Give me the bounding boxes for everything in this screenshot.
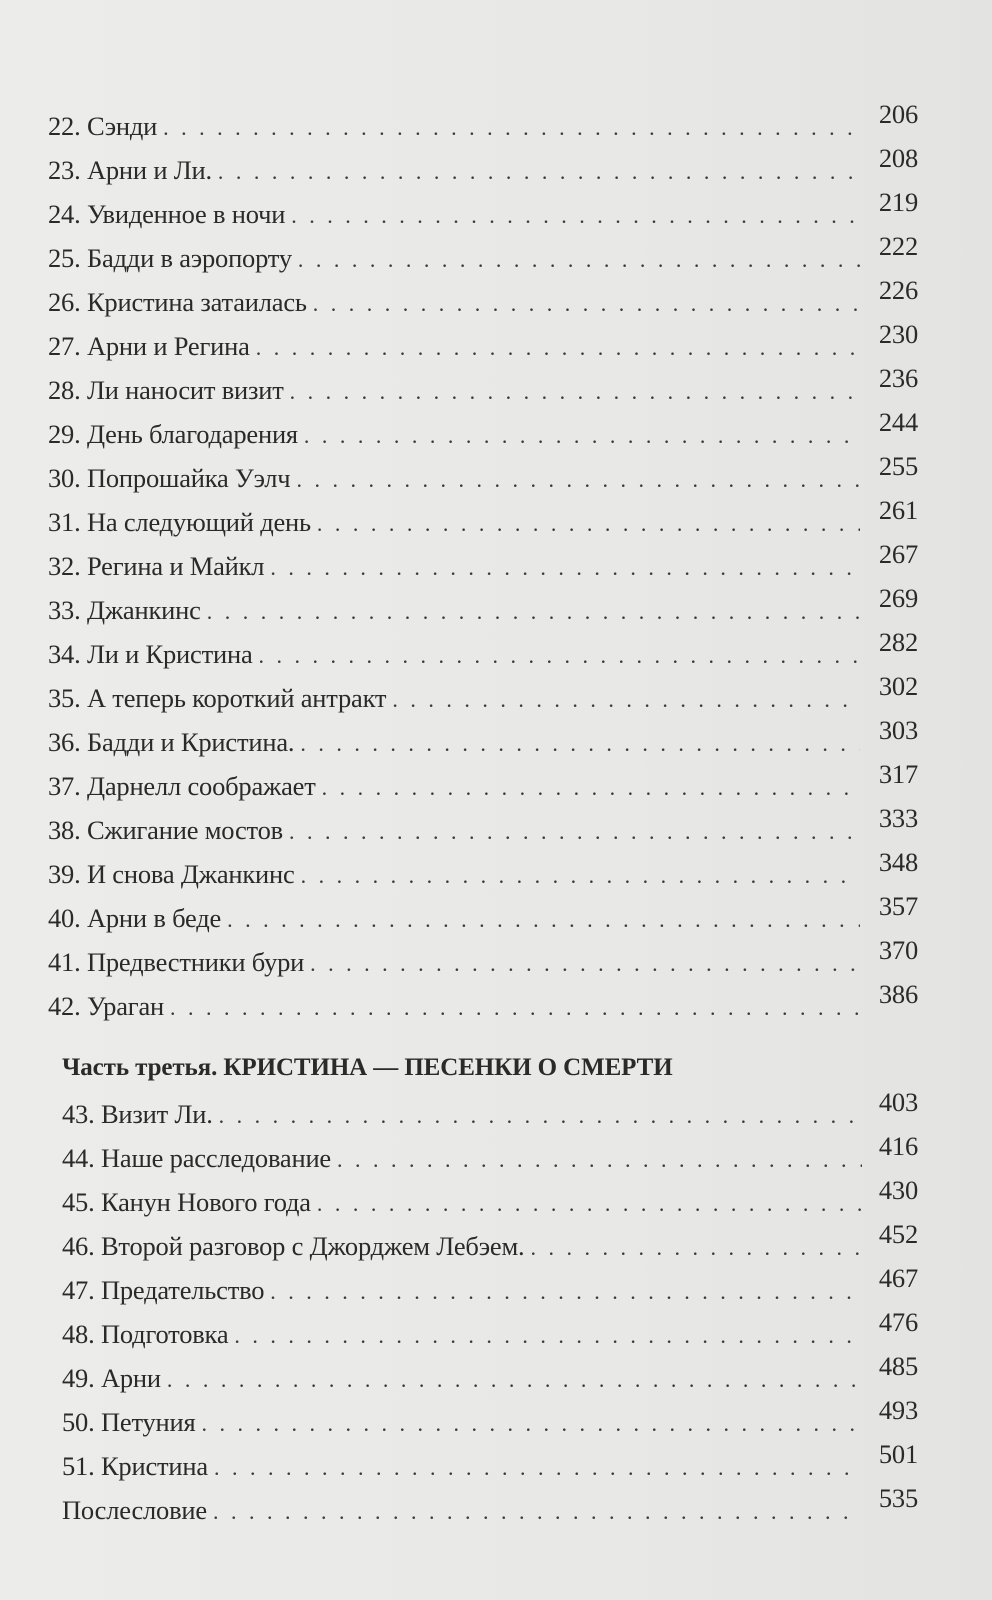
dot-leader xyxy=(290,370,860,414)
toc-entry-title: 29. День благодарения xyxy=(48,419,298,449)
dot-leader xyxy=(207,590,860,634)
toc-entry-page-number: 430 xyxy=(878,1175,918,1205)
toc-entry-title: 28. Ли наносит визит xyxy=(48,375,284,405)
toc-entry xyxy=(48,759,918,808)
dot-leader xyxy=(313,282,860,326)
toc-entry-title: 27. Арни и Регина xyxy=(48,331,250,361)
dot-leader xyxy=(227,898,860,942)
toc-entry-title: 49. Арни xyxy=(62,1363,161,1393)
dot-leader xyxy=(291,194,860,238)
toc-entry xyxy=(48,99,918,148)
dot-leader xyxy=(213,1490,862,1534)
dot-leader xyxy=(170,986,860,1030)
toc-entry-page-number: 303 xyxy=(878,715,918,745)
toc-entry-title: 34. Ли и Кристина xyxy=(48,639,253,669)
toc-entry xyxy=(62,1219,918,1268)
toc-entry-page-number: 535 xyxy=(878,1483,918,1513)
toc-entry-page-number: 452 xyxy=(878,1219,918,1249)
toc-entry xyxy=(48,671,918,720)
toc-entry-page-number: 370 xyxy=(878,935,918,965)
toc-entry xyxy=(48,407,918,456)
toc-entry xyxy=(62,1439,918,1488)
toc-entry-page-number: 267 xyxy=(878,539,918,569)
toc-entry-page-number: 348 xyxy=(878,847,918,877)
toc-entry-page-number: 357 xyxy=(878,891,918,921)
dot-leader xyxy=(219,1094,862,1138)
dot-leader xyxy=(259,634,860,678)
toc-entry-title: 41. Предвестники бури xyxy=(48,947,305,977)
toc-entry-title: 25. Бадди в аэропорту xyxy=(48,243,292,273)
toc-entry-title: 22. Сэнди xyxy=(48,111,158,141)
toc-entry-title: 35. А теперь короткий антракт xyxy=(48,683,387,713)
toc-entry-page-number: 261 xyxy=(878,495,918,525)
toc-entry xyxy=(62,1351,918,1400)
toc-entry-title: 50. Петуния xyxy=(62,1407,196,1437)
toc-entry xyxy=(48,583,918,632)
toc-entry-page-number: 282 xyxy=(878,627,918,657)
toc-entry-page-number: 226 xyxy=(878,275,918,305)
toc-entry-title: 44. Наше расследование xyxy=(62,1143,331,1173)
toc-entry-title: 30. Попрошайка Уэлч xyxy=(48,463,291,493)
part-two-list xyxy=(48,99,918,1028)
toc-entry-title: 26. Кристина затаилась xyxy=(48,287,307,317)
toc-entry xyxy=(48,451,918,500)
toc-entry xyxy=(48,319,918,368)
toc-entry xyxy=(48,715,918,764)
toc-entry xyxy=(48,539,918,588)
dot-leader xyxy=(300,722,860,766)
toc-entry xyxy=(48,891,918,940)
toc-entry-title: 38. Сжигание мостов xyxy=(48,815,283,845)
toc-entry-title: 48. Подготовка xyxy=(62,1319,229,1349)
toc-entry xyxy=(48,803,918,852)
dot-leader xyxy=(337,1138,862,1182)
dot-leader xyxy=(201,1402,862,1446)
toc-entry xyxy=(48,231,918,280)
toc-entry-page-number: 333 xyxy=(878,803,918,833)
toc-entry xyxy=(48,187,918,236)
toc-entry-page-number: 467 xyxy=(878,1263,918,1293)
dot-leader xyxy=(298,238,860,282)
toc-entry-page-number: 403 xyxy=(878,1087,918,1117)
toc-entry-title: 46. Второй разговор с Джорджем Лебэем. xyxy=(62,1231,525,1261)
dot-leader xyxy=(301,854,860,898)
dot-leader xyxy=(310,942,860,986)
toc-entry-page-number: 302 xyxy=(878,671,918,701)
dot-leader xyxy=(304,414,860,458)
toc-entry-title: Послесловие xyxy=(62,1495,207,1525)
toc-entry xyxy=(48,143,918,192)
toc-entry-page-number: 255 xyxy=(878,451,918,481)
toc-entry-page-number: 222 xyxy=(878,231,918,261)
toc-entry-title: 32. Регина и Майкл xyxy=(48,551,265,581)
toc-entry-title: 39. И снова Джанкинс xyxy=(48,859,295,889)
dot-leader xyxy=(392,678,860,722)
toc-entry-title: 47. Предательство xyxy=(62,1275,265,1305)
dot-leader xyxy=(530,1226,862,1270)
dot-leader xyxy=(317,502,860,546)
dot-leader xyxy=(296,458,860,502)
dot-leader xyxy=(317,1182,862,1226)
toc-entry-title: 33. Джанкинс xyxy=(48,595,201,625)
toc-entry xyxy=(48,627,918,676)
toc-entry-title: 37. Дарнелл соображает xyxy=(48,771,316,801)
toc-entry-page-number: 501 xyxy=(878,1439,918,1469)
toc-entry-title: 31. На следующий день xyxy=(48,507,311,537)
toc-entry-page-number: 416 xyxy=(878,1131,918,1161)
dot-leader xyxy=(167,1358,862,1402)
toc-entry-page-number: 485 xyxy=(878,1351,918,1381)
toc-entry xyxy=(62,1307,918,1356)
toc-entry xyxy=(62,1263,918,1312)
dot-leader xyxy=(322,766,860,810)
toc-entry-title: 42. Ураган xyxy=(48,991,165,1021)
part-three-list xyxy=(48,1087,918,1532)
table-of-contents xyxy=(48,99,918,1532)
toc-entry-title: 40. Арни в беде xyxy=(48,903,222,933)
dot-leader xyxy=(270,546,860,590)
toc-entry-title: 23. Арни и Ли. xyxy=(48,155,212,185)
toc-entry-page-number: 219 xyxy=(878,187,918,217)
toc-entry xyxy=(62,1483,918,1532)
dot-leader xyxy=(218,150,860,194)
part-three-heading: Часть третья. КРИСТИНА — ПЕСЕНКИ О СМЕРТИ xyxy=(62,1054,673,1081)
dot-leader xyxy=(289,810,860,854)
toc-entry-title: 36. Бадди и Кристина. xyxy=(48,727,295,757)
toc-entry-page-number: 386 xyxy=(878,979,918,1009)
toc-entry xyxy=(62,1395,918,1444)
dot-leader xyxy=(163,106,860,150)
toc-entry xyxy=(48,979,918,1028)
toc-entry xyxy=(48,275,918,324)
toc-entry xyxy=(48,847,918,896)
toc-entry-page-number: 208 xyxy=(878,143,918,173)
toc-entry-page-number: 236 xyxy=(878,363,918,393)
toc-entry xyxy=(62,1131,918,1180)
dot-leader xyxy=(214,1446,862,1490)
toc-entry-page-number: 244 xyxy=(878,407,918,437)
dot-leader xyxy=(270,1270,862,1314)
dot-leader xyxy=(234,1314,862,1358)
toc-entry-title: 51. Кристина xyxy=(62,1451,208,1481)
toc-entry xyxy=(48,495,918,544)
dot-leader xyxy=(256,326,860,370)
toc-entry xyxy=(48,935,918,984)
toc-entry xyxy=(62,1087,918,1136)
toc-entry-title: 43. Визит Ли. xyxy=(62,1099,213,1129)
toc-entry-title: 45. Канун Нового года xyxy=(62,1187,311,1217)
toc-entry-page-number: 206 xyxy=(878,99,918,129)
toc-entry xyxy=(62,1175,918,1224)
toc-entry-title: 24. Увиденное в ночи xyxy=(48,199,286,229)
toc-entry-page-number: 476 xyxy=(878,1307,918,1337)
toc-entry-page-number: 493 xyxy=(878,1395,918,1425)
toc-entry-page-number: 317 xyxy=(878,759,918,789)
toc-entry xyxy=(48,363,918,412)
toc-entry-page-number: 269 xyxy=(878,583,918,613)
toc-entry-page-number: 230 xyxy=(878,319,918,349)
